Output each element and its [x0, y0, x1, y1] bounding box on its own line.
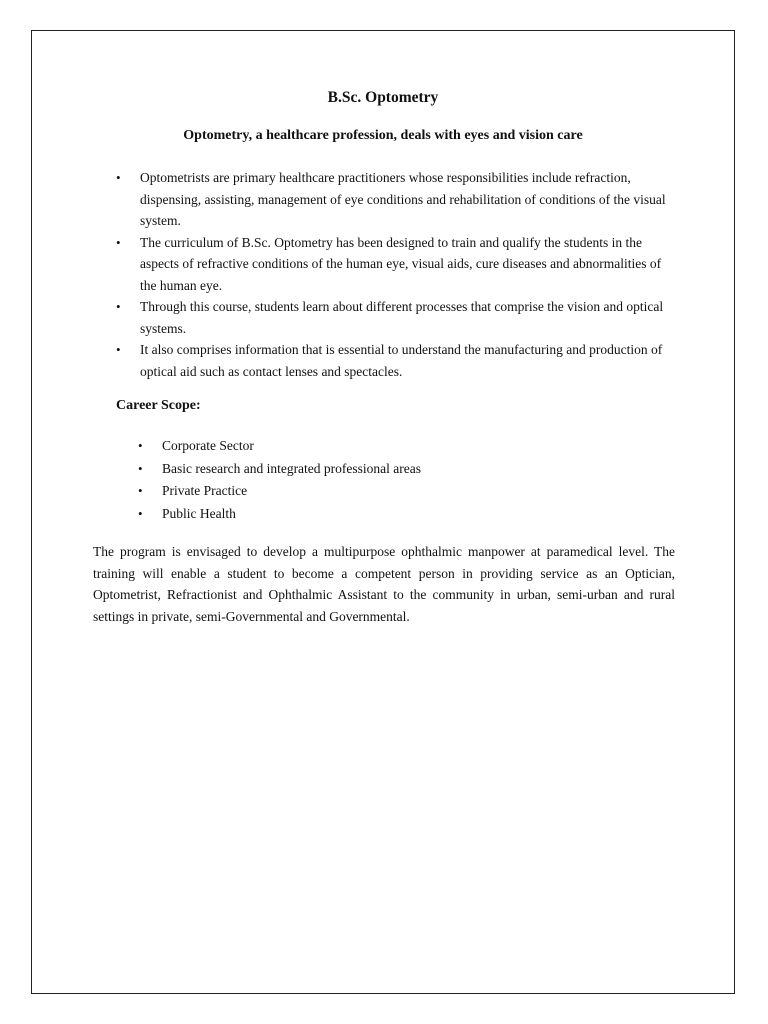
bullet-text: The curriculum of B.Sc. Optometry has been designed to train and qualify the students in the aspects of refractive conditions of the human eye, visual aids, cure diseases and abnormalities of the human eye. — [140, 234, 662, 293]
career-item-text: Basic research and integrated professional areas — [162, 460, 422, 476]
bullet-icon: • — [138, 505, 143, 521]
program-description-paragraph: The program is envisaged to develop a multipurpose ophthalmic manpower at paramedical level. The training will enable a student to become a competent person in providing service as an Optician, Optometrist, Refractionist and Ophthalmic Assistant to the community in urban, semi-urban and rural settings in private, semi-Governmental and Governmental. — [93, 544, 675, 624]
bullet-icon: • — [138, 438, 143, 453]
bullet-icon: • — [116, 234, 121, 250]
list-item — [116, 339, 676, 382]
bullet-icon: • — [138, 483, 143, 498]
bullet-icon: • — [116, 342, 121, 357]
career-item-text: Corporate Sector — [162, 438, 254, 453]
list-item — [138, 503, 421, 526]
page-title: B.Sc. Optometry — [327, 89, 439, 106]
bullet-icon: • — [116, 299, 121, 314]
career-item-text: Private Practice — [162, 483, 248, 498]
bullet-icon: • — [138, 460, 143, 476]
list-item — [116, 232, 676, 297]
career-scope-heading: Career Scope: — [116, 398, 201, 413]
career-scope-list — [138, 435, 421, 525]
page-subtitle: Optometry, a healthcare profession, deals with eyes and vision care — [183, 128, 583, 143]
bullet-text: Optometrists are primary healthcare practitioners whose responsibilities include refraction, dispensing, assisting, management of eye conditions and rehabilitation of conditions of the visual system. — [140, 170, 666, 228]
document-page — [31, 30, 735, 994]
bullet-icon: • — [116, 170, 121, 185]
bullet-text: Through this course, students learn about different processes that comprise the vision and optical systems. — [140, 299, 664, 336]
career-item-text: Public Health — [162, 505, 236, 521]
bullet-text: It also comprises information that is essential to understand the manufacturing and production of optical aid such as contact lenses and spectacles. — [140, 342, 663, 379]
list-item — [138, 458, 421, 481]
list-item — [116, 296, 676, 339]
list-item — [138, 480, 421, 503]
info-bullet-list — [116, 167, 676, 382]
list-item — [138, 435, 421, 458]
list-item — [116, 167, 676, 232]
